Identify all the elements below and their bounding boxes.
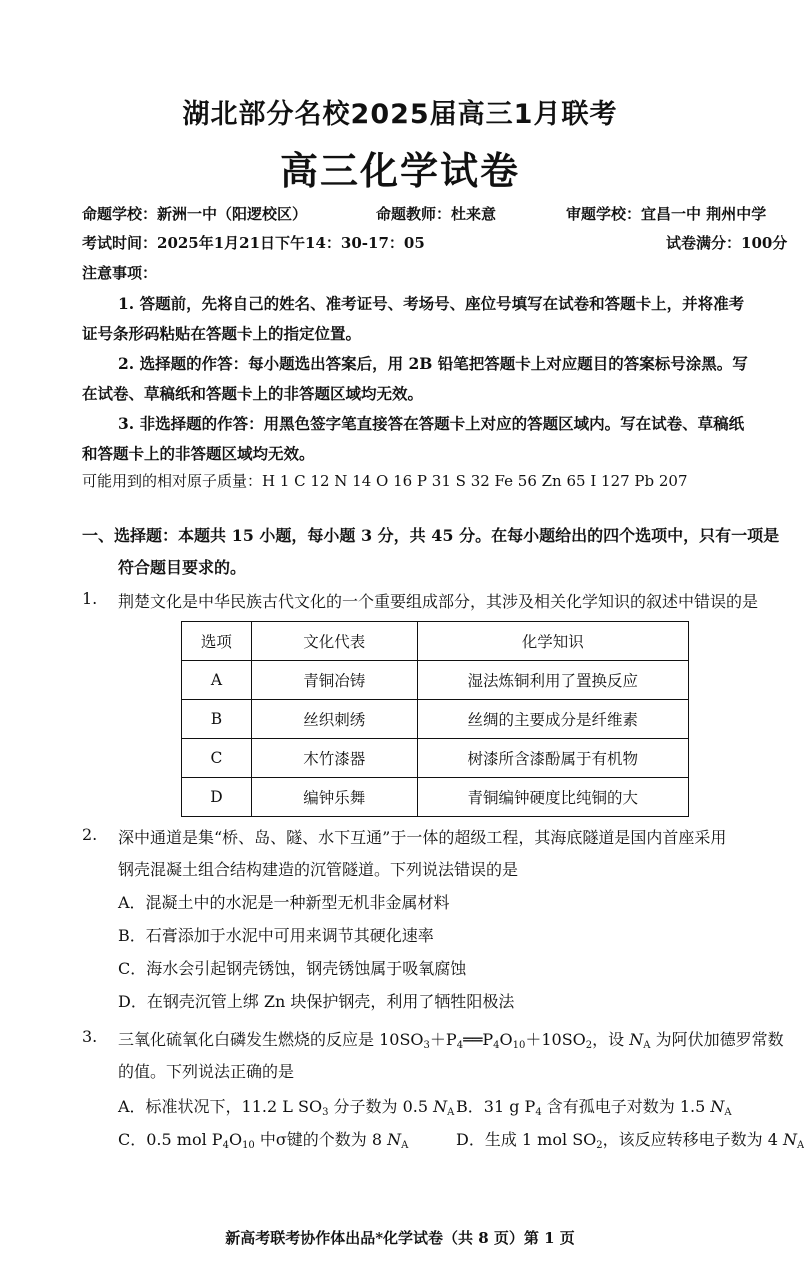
avogadro-subscript: A — [724, 1107, 732, 1118]
note-2-line-2: 在试卷、草稿纸和答题卡上的非答题区域均无效。 — [82, 384, 424, 403]
note-3-line-1: 3. 非选择题的作答：用黑色签字笔直接答在答题卡上对应的答题区域内。写在试卷、草稿纸 — [118, 414, 745, 433]
exam-subtitle: 高三化学试卷 — [279, 149, 520, 193]
option-text: D．生成 1 mol SO — [456, 1130, 597, 1149]
table-cell: 树漆所含漆酚属于有机物 — [417, 739, 688, 778]
q3-stem-line-1 — [118, 1027, 784, 1051]
option-text: B．31 g P — [456, 1097, 536, 1116]
option-text: O — [228, 1130, 243, 1149]
q3-option-c — [118, 1127, 408, 1151]
q3-subscript: 4 — [456, 1040, 464, 1051]
table-header: 化学知识 — [417, 622, 688, 661]
table-cell: 湿法炼铜利用了置换反应 — [417, 661, 688, 700]
avogadro-symbol: N — [387, 1130, 402, 1149]
option-text: ，该反应转移电子数为 4 — [602, 1130, 784, 1149]
q1-number: 1. — [82, 589, 98, 608]
q3-text: ══P — [463, 1030, 494, 1049]
q3-text: O — [499, 1030, 513, 1049]
notes-heading: 注意事项： — [82, 264, 158, 282]
table-row — [182, 661, 689, 700]
note-1-line-1: 1. 答题前，先将自己的姓名、准考证号、考场号、座位号填写在试卷和答题卡上，并将准考 — [118, 294, 745, 313]
note-3-line-2: 和答题卡上的非答题区域均无效。 — [82, 444, 315, 463]
q3-option-b — [456, 1094, 732, 1118]
q2-stem-line-1: 深中通道是集“桥、岛、隧、水下互通”于一体的超级工程，其海底隧道是国内首座采用 — [118, 828, 727, 847]
option-subscript: 4 — [535, 1107, 542, 1118]
q2-option-a: A．混凝土中的水泥是一种新型无机非金属材料 — [118, 893, 450, 912]
q3-text: ＋10SO — [525, 1030, 586, 1049]
option-text: C．0.5 mol P — [118, 1130, 223, 1149]
q2-option-b: B．石膏添加于水泥中可用来调节其硬化速率 — [118, 926, 434, 945]
option-subscript: 4 — [222, 1140, 229, 1151]
table-header: 文化代表 — [251, 622, 417, 661]
table-cell: 青铜编钟硬度比纯铜的大 — [417, 778, 688, 817]
q2-stem-line-2: 钢壳混凝土组合结构建造的沉管隧道。下列说法错误的是 — [118, 860, 519, 879]
table-cell: 丝绸的主要成分是纤维素 — [417, 700, 688, 739]
q3-text: 为阿伏加德罗常数 — [650, 1030, 784, 1049]
q2-number: 2. — [82, 825, 98, 844]
q2-option-c: C．海水会引起钢壳锈蚀，钢壳锈蚀属于吸氧腐蚀 — [118, 959, 467, 978]
atomic-masses: 可能用到的相对原子质量：H 1 C 12 N 14 O 16 P 31 S 32 Fe 56 Zn 65 I 127 Pb 207 — [82, 472, 688, 490]
option-subscript: 3 — [322, 1107, 329, 1118]
meta-school: 命题学校：新洲一中（阳逻校区） — [82, 205, 308, 223]
q3-option-d — [456, 1127, 804, 1151]
avogadro-symbol: N — [710, 1097, 725, 1116]
meta-time: 考试时间：2025年1月21日下午14：30-17：05 — [82, 234, 425, 252]
table-row — [182, 739, 689, 778]
q1-stem: 荆楚文化是中华民族古代文化的一个重要组成部分，其涉及相关化学知识的叙述中错误的是 — [118, 592, 759, 611]
q3-option-a — [118, 1094, 454, 1118]
table-cell: 编钟乐舞 — [251, 778, 417, 817]
table-cell: 木竹漆器 — [251, 739, 417, 778]
table-cell: A — [182, 661, 252, 700]
table-header-row — [182, 622, 689, 661]
section-1-heading: 一、选择题：本题共 15 小题，每小题 3 分，共 45 分。在每小题给出的四个选项中，只有一项是 — [82, 526, 780, 545]
avogadro-symbol: N — [433, 1097, 448, 1116]
note-1-line-2: 证号条形码粘贴在答题卡上的指定位置。 — [82, 324, 362, 343]
q3-subscript: 2 — [585, 1040, 593, 1051]
meta-review: 审题学校：宜昌一中 荆州中学 — [566, 205, 767, 223]
table-cell: B — [182, 700, 252, 739]
option-subscript: 2 — [596, 1140, 603, 1151]
q3-stem-line-2: 的值。下列说法正确的是 — [118, 1062, 295, 1081]
q3-text: ＋P — [429, 1030, 457, 1049]
option-text: A．标准状况下，11.2 L SO — [118, 1097, 323, 1116]
table-cell: C — [182, 739, 252, 778]
option-subscript: 10 — [242, 1140, 255, 1151]
option-text: 含有孤电子对数为 1.5 — [541, 1097, 711, 1116]
page-footer: 新高考联考协作体出品*化学试卷（共 8 页）第 1 页 — [225, 1229, 575, 1247]
option-text: 分子数为 0.5 — [328, 1097, 434, 1116]
q1-table — [181, 621, 689, 817]
meta-teacher: 命题教师：杜来意 — [376, 205, 497, 223]
q2-option-d: D．在钢壳沉管上绑 Zn 块保护钢壳，利用了牺牲阳极法 — [118, 992, 515, 1011]
table-row — [182, 778, 689, 817]
meta-score: 试卷满分：100分 — [666, 234, 788, 252]
table-header: 选项 — [182, 622, 252, 661]
table-row — [182, 700, 689, 739]
option-text: 中σ键的个数为 8 — [254, 1130, 388, 1149]
q3-subscript: 3 — [423, 1040, 430, 1051]
q3-text: 三氧化硫氧化白磷发生燃烧的反应是 10SO — [118, 1030, 424, 1049]
q3-subscript: 4 — [493, 1040, 500, 1051]
avogadro-symbol: N — [783, 1130, 798, 1149]
exam-title: 湖北部分名校2025届高三1月联考 — [182, 99, 618, 130]
avogadro-subscript: A — [797, 1140, 804, 1151]
avogadro-subscript: A — [643, 1040, 651, 1051]
table-cell: 丝织刺绣 — [251, 700, 417, 739]
avogadro-subscript: A — [447, 1107, 455, 1118]
avogadro-subscript: A — [401, 1140, 409, 1151]
q3-number: 3. — [82, 1027, 98, 1046]
avogadro-symbol: N — [629, 1030, 644, 1049]
section-1-heading-cont: 符合题目要求的。 — [118, 558, 247, 577]
table-cell: 青铜冶铸 — [251, 661, 417, 700]
table-cell: D — [182, 778, 252, 817]
q3-text: ，设 — [592, 1030, 630, 1049]
note-2-line-1: 2. 选择题的作答：每小题选出答案后，用 2B 铅笔把答题卡上对应题目的答案标号涂黑。写 — [118, 354, 748, 373]
q3-subscript: 10 — [512, 1040, 526, 1051]
